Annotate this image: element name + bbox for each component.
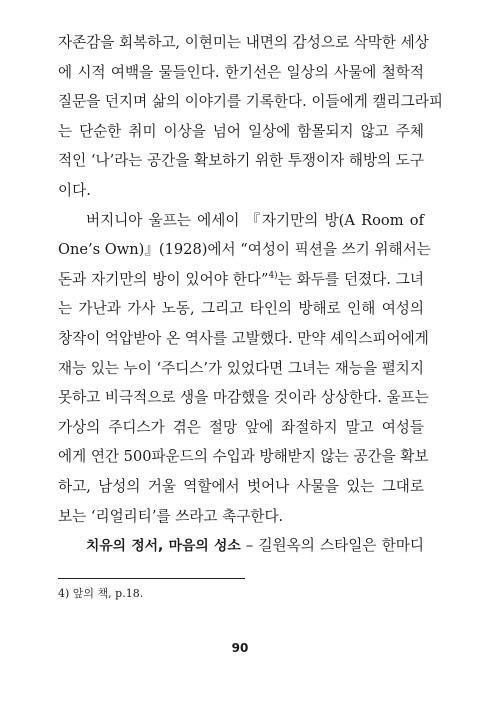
text-line: 재능 있는 누이 ‘주디스’가 있었다면 그녀는 재능을 펼치지 — [58, 359, 424, 377]
text-line: 적인 ‘나’라는 공간을 확보하기 위한 투쟁이자 해방의 도구 — [58, 152, 424, 170]
text-line: 하고, 남성의 거울 역할에서 벗어나 사물을 있는 그대로 — [58, 477, 424, 495]
text-line: 창작이 억압받아 온 역사를 고발했다. 만약 셰익스피어에게 — [58, 329, 429, 347]
text-segment: 는 화두를 던졌다. 그녀 — [277, 270, 425, 288]
text-line: 는 가난과 가사 노동, 그리고 타인의 방해로 인해 여성의 — [58, 300, 424, 318]
section-heading: 치유의 정서, 마음의 성소 — [86, 538, 241, 555]
footnote: 4) 앞의 책, p.18. — [58, 587, 144, 600]
text-segment: – 길원옥의 스타일은 한마디 — [240, 537, 424, 555]
text-line: 보는 ‘리얼리티’를 쓰라고 촉구한다. — [58, 507, 284, 525]
body-text — [58, 28, 443, 561]
text-line: 자존감을 회복하고, 이현미는 내면의 감성으로 삭막한 세상 — [58, 34, 429, 51]
footnote-reference[interactable]: 4) — [268, 270, 278, 281]
text-line: 가상의 주디스가 겪은 절망 앞에 좌절하지 말고 여성들 — [58, 418, 424, 436]
text-line: 에게 연간 500파운드의 수입과 방해받지 않는 공간을 확보 — [58, 448, 429, 466]
text-line: 에 시적 여백을 물들인다. 한기선은 일상의 사물에 철학적 — [58, 63, 424, 81]
text-line — [58, 265, 424, 295]
text-line: 못하고 비극적으로 생을 마감했을 것이라 상상한다. 울프는 — [58, 389, 429, 407]
footnote-divider — [58, 578, 245, 579]
text-segment: 돈과 자기만의 방이 있어야 한다” — [58, 270, 269, 288]
text-line: 버지니아 울프는 에세이 『자기만의 방(A Room of — [86, 211, 424, 229]
text-line: One’s Own)』(1928)에서 “여성이 픽션을 쓰기 위해서는 — [58, 241, 431, 259]
section-lead-line — [58, 531, 424, 561]
text-line: 이다. — [58, 181, 91, 199]
text-line: 는 단순한 취미 이상을 넘어 일상에 함몰되지 않고 주체 — [58, 122, 424, 140]
text-line: 질문을 던지며 삶의 이야기를 기록한다. 이들에게 캘리그라피 — [58, 93, 443, 111]
page-number: 90 — [231, 641, 249, 655]
